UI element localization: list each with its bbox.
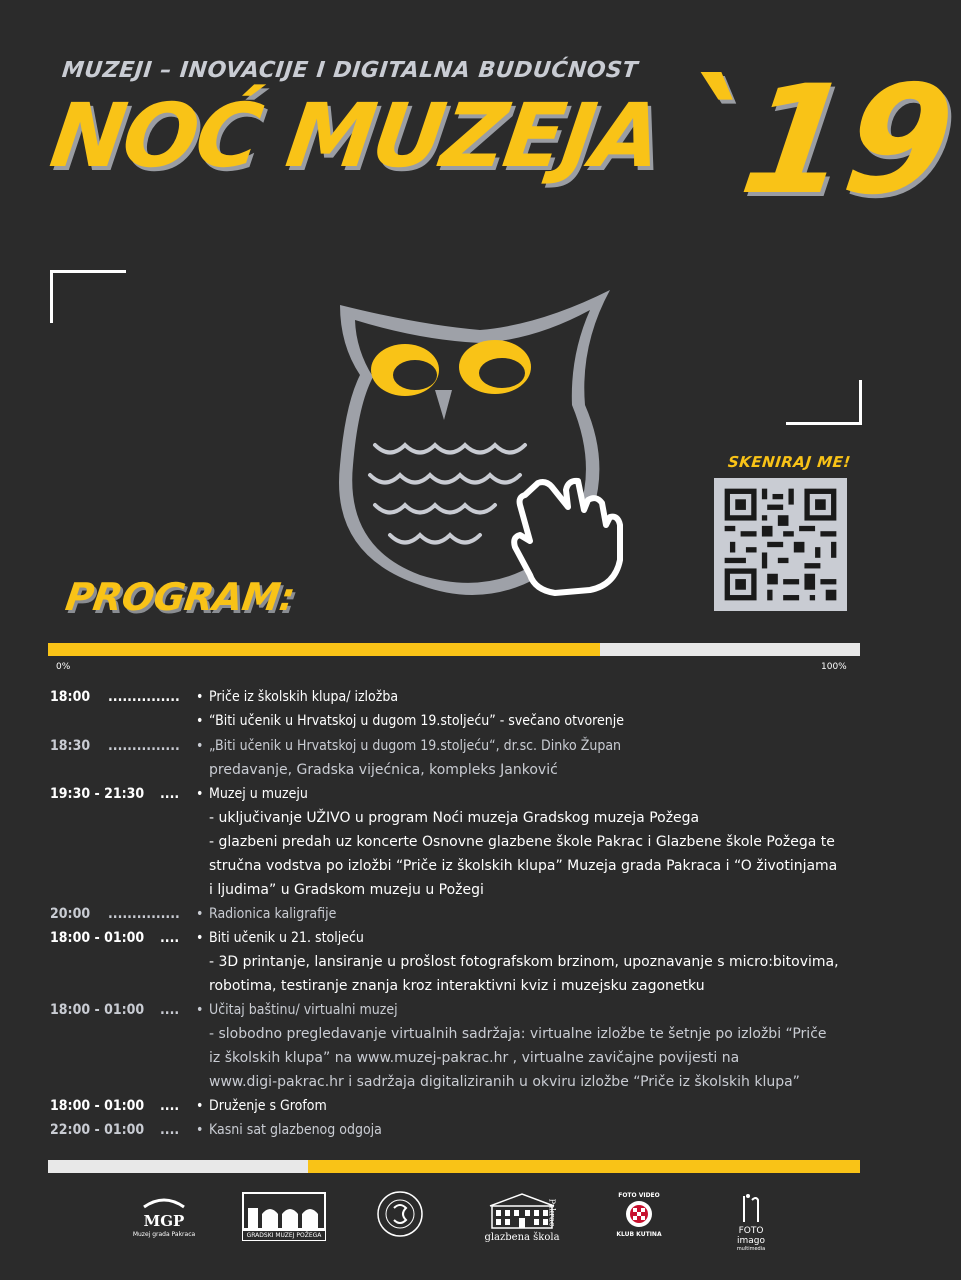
row-time: 18:00 - 01:00 xyxy=(50,1002,145,1018)
row-dots: .... xyxy=(160,1098,180,1114)
logo-gradski-muzej-pozega[interactable] xyxy=(242,1192,326,1242)
row-dots: ............... xyxy=(108,689,180,705)
logo-foto-video-klub-kutina[interactable] xyxy=(612,1192,666,1242)
logo-foto-imago[interactable] xyxy=(726,1192,776,1252)
logo-glazbena-side-caption: Pakrac xyxy=(547,1198,557,1227)
row-continuation: www.digi-pakrac.hr i sadržaja digitaliziranih u okviru izložbe “Priče iz školskih klupa” xyxy=(209,1074,800,1090)
subtitle: MUZEJI – INOVACIJE I DIGITALNA BUDUĆNOST xyxy=(60,58,640,83)
row-text: Muzej u muzeju xyxy=(209,786,308,802)
row-bullet: • xyxy=(196,738,204,754)
progress-fill xyxy=(48,643,600,656)
row-text: “Biti učenik u Hrvatskoj u dugom 19.stoljeću” - svečano otvorenje xyxy=(209,713,625,729)
row-continuation: stručna vodstva po izložbi “Priče iz školskih klupa” Muzeja grada Pakraca i “O životinjama xyxy=(209,858,838,874)
row-dots: ............... xyxy=(108,906,180,922)
progress-start-label: 0% xyxy=(56,662,71,672)
progress-end-label: 100% xyxy=(821,662,847,672)
bottom-bar-yellow xyxy=(308,1160,860,1173)
logo-circle-seal[interactable] xyxy=(376,1190,424,1238)
logo-muzej-grada-pakraca[interactable] xyxy=(128,1193,200,1243)
imago-mark-icon xyxy=(736,1192,766,1224)
gmp-logo-icon xyxy=(242,1192,326,1230)
qr-code[interactable] xyxy=(714,478,847,611)
logo-imago-caption: FOTO imago xyxy=(736,1226,765,1246)
row-continuation: iz školskih klupa” na www.muzej-pakrac.hr , virtualne zavičajne povijesti na xyxy=(209,1050,740,1066)
row-text: „Biti učenik u Hrvatskoj u dugom 19.stoljeću“, dr.sc. Dinko Župan xyxy=(209,738,622,754)
row-bullet: • xyxy=(196,1122,204,1138)
camera-lens-icon xyxy=(624,1199,654,1229)
row-time: 18:30 xyxy=(50,738,91,754)
row-time: 18:00 - 01:00 xyxy=(50,930,145,946)
corner-bracket-top-left xyxy=(50,270,126,323)
row-dots: ............... xyxy=(108,738,180,754)
row-time: 22:00 - 01:00 xyxy=(50,1122,145,1138)
logo-glazbena-skola[interactable] xyxy=(482,1190,562,1246)
corner-bracket-bottom-right xyxy=(786,380,862,425)
row-dots: .... xyxy=(160,1122,180,1138)
row-continuation: - uključivanje UŽIVO u program Noći muzeja Gradskog muzeja Požega xyxy=(209,810,700,826)
logo-glazbena-caption: glazbena škola xyxy=(484,1232,560,1243)
row-continuation: - 3D printanje, lansiranje u prošlost fotografskom brzinom, upoznavanje s micro:bitovima, xyxy=(209,954,839,970)
row-bullet: • xyxy=(196,1002,204,1018)
row-time: 20:00 xyxy=(50,906,91,922)
qr-pattern xyxy=(714,478,847,611)
row-bullet: • xyxy=(196,689,204,705)
row-text: Druženje s Grofom xyxy=(209,1098,327,1114)
logo-foto-top-caption: FOTO VIDEO xyxy=(618,1192,660,1199)
owl-illustration xyxy=(320,285,620,605)
circle-seal-icon xyxy=(376,1190,424,1238)
row-text: Kasni sat glazbenog odgoja xyxy=(209,1122,382,1138)
row-continuation: - slobodno pregledavanje virtualnih sadržaja: virtualne izložbe te šetnje po izložbi “Priče xyxy=(209,1026,827,1042)
row-continuation: - glazbeni predah uz koncerte Osnovne glazbene škole Pakrac i Glazbene škole Požega te xyxy=(209,834,835,850)
title-main: NOĆ MUZEJA xyxy=(44,84,667,187)
row-continuation: robotima, testiranje znanja kroz interaktivni kviz i muzejsku zagonetku xyxy=(209,978,705,994)
qr-label: SKENIRAJ ME! xyxy=(727,453,852,471)
row-text: Biti učenik u 21. stoljeću xyxy=(209,930,364,946)
row-dots: .... xyxy=(160,1002,180,1018)
row-text: Priče iz školskih klupa/ izložba xyxy=(209,689,399,705)
row-continuation: predavanje, Gradska vijećnica, kompleks Janković xyxy=(209,762,558,778)
row-bullet: • xyxy=(196,1098,204,1114)
row-bullet: • xyxy=(196,930,204,946)
row-time: 19:30 - 21:30 xyxy=(50,786,145,802)
title-year: `19 xyxy=(659,54,961,228)
mgp-logo-text: MGP xyxy=(143,1212,185,1230)
row-text: Učitaj baštinu/ virtualni muzej xyxy=(209,1002,398,1018)
mgp-logo-icon xyxy=(139,1193,189,1229)
row-continuation: i ljudima” u Gradskom muzeju u Požegi xyxy=(209,882,484,898)
logo-foto-bottom-caption: KLUB KUTINA xyxy=(616,1231,662,1238)
logo-mgp-caption: Muzej grada Pakraca xyxy=(132,1231,196,1238)
row-dots: .... xyxy=(160,786,180,802)
bottom-bar-white xyxy=(48,1160,308,1173)
row-bullet: • xyxy=(196,713,204,729)
row-time: 18:00 - 01:00 xyxy=(50,1098,145,1114)
logo-gmp-caption: GRADSKI MUZEJ POŽEGA xyxy=(242,1230,326,1241)
row-bullet: • xyxy=(196,786,204,802)
logo-imago-subcaption: multimedia xyxy=(736,1246,766,1252)
program-heading: PROGRAM: xyxy=(62,575,298,619)
row-text: Radionica kaligrafije xyxy=(209,906,337,922)
row-time: 18:00 xyxy=(50,689,91,705)
row-bullet: • xyxy=(196,906,204,922)
row-dots: .... xyxy=(160,930,180,946)
